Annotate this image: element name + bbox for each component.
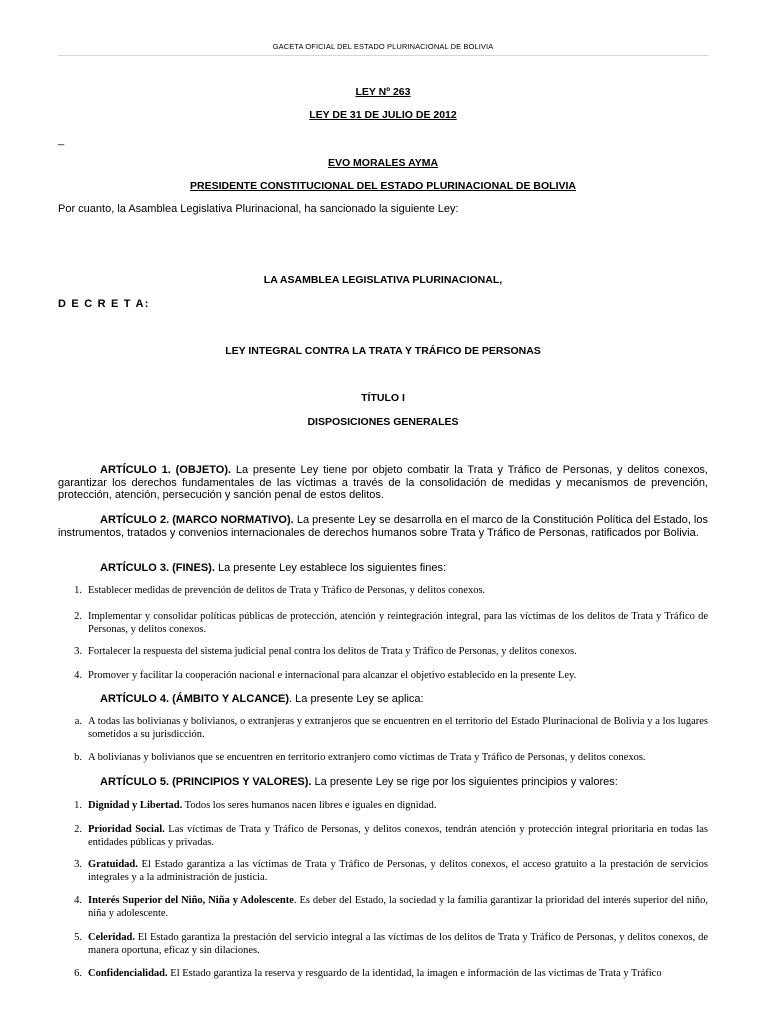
principle-term: Prioridad Social. — [88, 824, 165, 835]
list-item — [58, 968, 708, 981]
principle-term: Gratuidad. — [88, 859, 138, 870]
principle-text: El Estado garantiza la reserva y resguardo de la identidad, la imagen e información de las víctimas de Trata y Tráfico — [167, 968, 662, 979]
article-4 — [58, 693, 708, 706]
article-1-text: La presente Ley tiene por objeto combatir la Trata y Tráfico de Personas, y delitos conexos, garantizar los derechos fundamentales de las víctimas a través de la consolidación de medidas y mecanismos de prevención, protección, atención, persecución y sanción penal de estos delitos. — [58, 464, 708, 501]
list-item-text: Implementar y consolidar políticas públicas de protección, atención y reintegración integral, para las víctimas de los delitos de Trata y Tráfico de Personas, y delitos conexos. — [88, 611, 708, 635]
list-marker: a. — [74, 716, 82, 727]
principle-term: Dignidad y Libertad. — [88, 800, 183, 811]
title-name: DISPOSICIONES GENERALES — [307, 416, 459, 428]
article-1 — [58, 464, 708, 502]
article-5-heading: ARTÍCULO 5. (PRINCIPIOS Y VALORES). — [100, 776, 312, 788]
list-item — [58, 932, 708, 957]
article-3-text: La presente Ley establece los siguientes fines: — [214, 562, 447, 574]
list-item — [58, 859, 708, 884]
law-title: LEY INTEGRAL CONTRA LA TRATA Y TRÁFICO DE PERSONAS — [225, 345, 541, 357]
list-item-text: Promover y facilitar la cooperación nacional e internacional para alcanzar el objetivo establecido en la presente Ley. — [88, 670, 577, 681]
article-2-text: La presente Ley se desarrolla en el marco de la Constitución Política del Estado, los instrumentos, tratados y convenios internacionales de derechos humanos sobre Trata y Tráfico de Personas, ratificados por Bolivia. — [58, 514, 708, 539]
header-divider — [58, 55, 708, 56]
list-item-text: Fortalecer la respuesta del sistema judicial penal contra los delitos de Trata y Tráfico de Personas, y delitos conexos. — [88, 646, 577, 657]
list-marker: 2. — [74, 824, 82, 835]
list-marker: 3. — [74, 859, 82, 870]
principle-term: Confidencialidad. — [88, 968, 168, 979]
list-item — [58, 646, 708, 659]
article-3 — [58, 562, 708, 575]
article-2 — [58, 514, 708, 539]
list-marker: 4. — [74, 670, 82, 681]
principle-term: Celeridad. — [88, 932, 135, 943]
list-marker: 1. — [74, 585, 82, 596]
stray-underscore: _ — [58, 134, 65, 146]
title-number: TÍTULO I — [361, 392, 405, 404]
law-date: LEY DE 31 DE JULIO DE 2012 — [309, 109, 457, 121]
list-marker: 1. — [74, 800, 82, 811]
article-5 — [58, 776, 708, 789]
president-title: PRESIDENTE CONSTITUCIONAL DEL ESTADO PLURINACIONAL DE BOLIVIA — [190, 180, 576, 192]
list-marker: 2. — [74, 611, 82, 622]
list-marker: 5. — [74, 932, 82, 943]
list-item-text: Establecer medidas de prevención de delitos de Trata y Tráfico de Personas, y delitos conexos. — [88, 585, 486, 596]
list-item-text: A todas las bolivianas y bolivianos, o extranjeras y extranjeros que se encuentren en el territorio del Estado Plurinacional de Bolivia y a los lugares sometidos a su jurisdicción. — [88, 716, 708, 740]
list-item-text: A bolivianas y bolivianos que se encuentren en territorio extranjero como víctimas de Trata y Tráfico de Personas, y delitos conexos. — [88, 752, 646, 763]
decreta-heading: D E C R E T A: — [58, 298, 150, 310]
law-number: LEY Nº 263 — [355, 86, 411, 98]
list-marker: b. — [74, 752, 82, 763]
principle-text: El Estado garantiza la prestación del servicio integral a las víctimas de los delitos de Trata y Tráfico de Personas, y delitos conexos, de manera oportuna, eficaz y sin dilaciones. — [88, 932, 708, 956]
list-item — [58, 670, 708, 683]
principle-text: . Es deber del Estado, la sociedad y la familia garantizar la prioridad del interés superior del niño, niña y adolescente. — [88, 895, 709, 919]
article-4-heading: ARTÍCULO 4. (ÁMBITO Y ALCANCE) — [100, 693, 290, 705]
assembly-heading: LA ASAMBLEA LEGISLATIVA PLURINACIONAL, — [263, 274, 503, 286]
principle-text: Las víctimas de Trata y Tráfico de Personas, y delitos conexos, tendrán atención y protección integral prioritaria en todas las entidades públicas y privadas. — [88, 824, 708, 848]
article-5-text: La presente Ley se rige por los siguientes principios y valores: — [311, 776, 618, 788]
principle-term: Interés Superior del Niño, Niña y Adolescente — [88, 895, 294, 906]
article-3-heading: ARTÍCULO 3. (FINES). — [100, 562, 215, 574]
preamble: Por cuanto, la Asamblea Legislativa Plurinacional, ha sancionado la siguiente Ley: — [58, 203, 459, 215]
article-2-heading: ARTÍCULO 2. (MARCO NORMATIVO). — [100, 514, 294, 526]
list-item — [58, 752, 708, 765]
list-item — [58, 611, 708, 636]
list-marker: 4. — [74, 895, 82, 906]
list-marker: 3. — [74, 646, 82, 657]
list-item — [58, 824, 708, 849]
gazette-header: GACETA OFICIAL DEL ESTADO PLURINACIONAL DE BOLIVIA — [272, 42, 494, 51]
list-item — [58, 716, 708, 741]
list-item — [58, 895, 708, 920]
principle-text: El Estado garantiza a las víctimas de Trata y Tráfico de Personas, y delitos conexos, el acceso gratuito a la prestación de servicios integrales y a la administración de justicia. — [88, 859, 708, 883]
principle-text: Todos los seres humanos nacen libres e iguales en dignidad. — [182, 800, 437, 811]
list-marker: 6. — [74, 968, 82, 979]
list-item — [58, 800, 708, 813]
article-1-heading: ARTÍCULO 1. (OBJETO). — [100, 464, 232, 476]
article-4-text: . La presente Ley se aplica: — [289, 693, 424, 705]
president-name: EVO MORALES AYMA — [327, 157, 439, 169]
list-item — [58, 585, 708, 598]
